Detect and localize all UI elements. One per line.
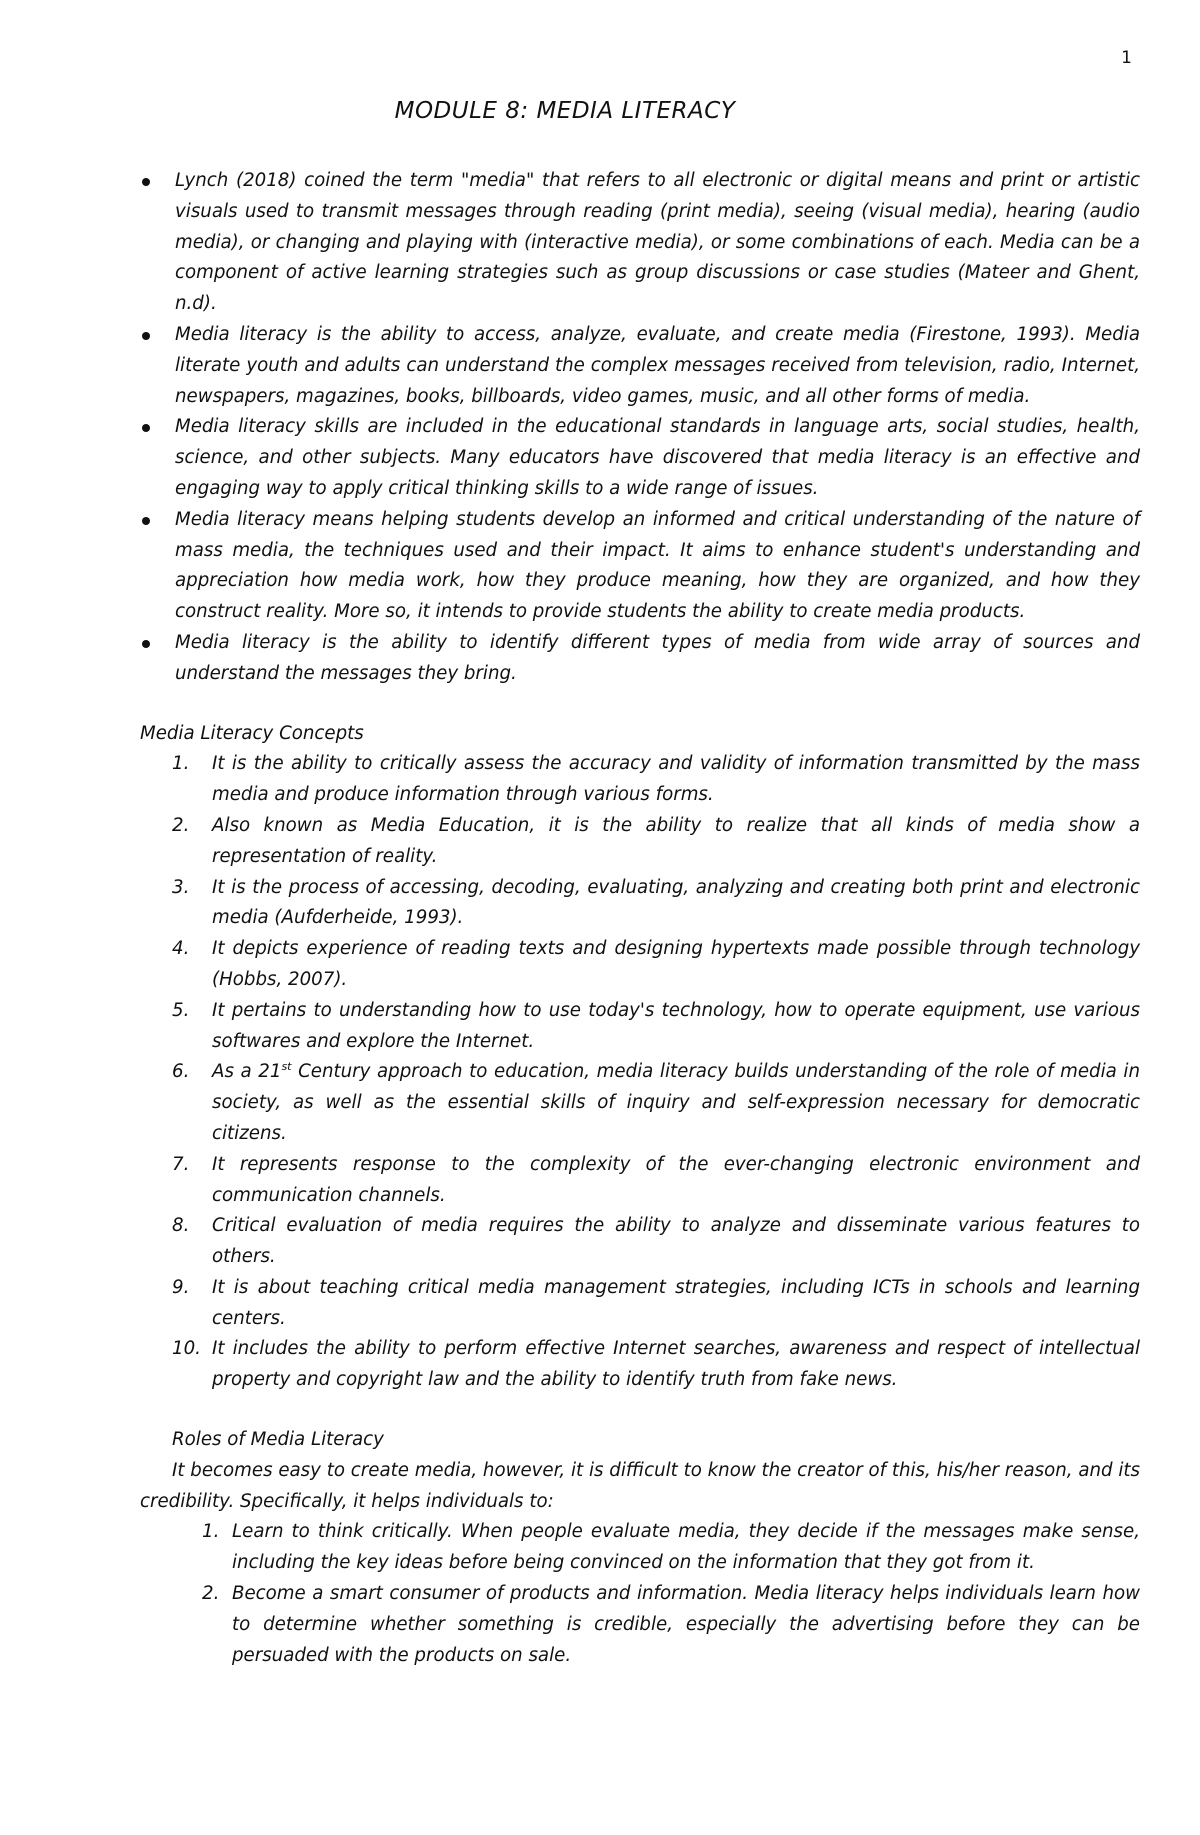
bullet-text: Media literacy is the ability to identify different types of media from wide array of sources and understand the messages they bring. xyxy=(175,631,1140,684)
role-item xyxy=(140,1517,1140,1579)
roles-heading: Roles of Media Literacy xyxy=(172,1429,384,1451)
bullet-text: Media literacy is the ability to access, analyze, evaluate, and create media (Firestone, 1993). Media literate youth and adults can understand the complex messages received from television, radio, Internet, newspapers, magazines, books, billboards, video games, music, and all other forms of media. xyxy=(175,323,1140,407)
concept-item xyxy=(140,1057,1140,1149)
bullet-text: Lynch (2018) coined the term "media" that refers to all electronic or digital means and print or artistic visuals used to transmit messages through reading (print media), seeing (visual media), hearing (audio media), or changing and playing with (interactive media), or some combinations of each. Media can be a component of active learning strategies such as group discussions or case studies (Mateer and Ghent, n.d). xyxy=(175,170,1140,315)
role-number: 1. xyxy=(202,1521,220,1543)
bullet-icon xyxy=(142,517,150,525)
page-number: 1 xyxy=(1121,48,1132,68)
concept-item xyxy=(140,1334,1140,1396)
concept-text: It is the ability to critically assess the accuracy and validity of information transmitted by the mass media and produce information through various forms. xyxy=(212,753,1140,806)
concept-number: 3. xyxy=(172,876,190,898)
bullet-text: Media literacy means helping students develop an informed and critical understanding of the nature of mass media, the techniques used and their impact. It aims to enhance student's understanding and appreciation how media work, how they produce meaning, how they are organized, and how they construct reality. More so, it intends to provide students the ability to create media products. xyxy=(175,508,1140,623)
concept-item xyxy=(140,1273,1140,1335)
ordinal-superscript: st xyxy=(281,1060,292,1074)
bullet-item xyxy=(140,628,1140,690)
concept-text: Critical evaluation of media requires the ability to analyze and disseminate various features to others. xyxy=(212,1215,1140,1268)
concept-number: 8. xyxy=(172,1215,190,1237)
concept-item xyxy=(140,996,1140,1058)
role-text: Learn to think critically. When people evaluate media, they decide if the messages make sense, including the key ideas before being convinced on the information that they got from it. xyxy=(232,1521,1140,1574)
concepts-heading: Media Literacy Concepts xyxy=(140,722,364,744)
concept-item xyxy=(140,749,1140,811)
bullet-icon xyxy=(142,424,150,432)
bullet-icon xyxy=(142,178,150,186)
concept-item xyxy=(140,811,1140,873)
role-text: Become a smart consumer of products and information. Media literacy helps individuals learn how to determine whether something is credible, especially the advertising before they can be persuaded with the products on sale. xyxy=(232,1583,1140,1666)
bullet-icon xyxy=(142,332,150,340)
concept-number: 6. xyxy=(172,1061,190,1083)
concept-text: It pertains to understanding how to use today's technology, how to operate equipment, use various softwares and explore the Internet. xyxy=(212,999,1140,1052)
concepts-list xyxy=(140,749,1140,1396)
concept-text: It represents response to the complexity of the ever-changing electronic environment and communication channels. xyxy=(212,1153,1140,1206)
concept-item xyxy=(140,873,1140,935)
concept-text: It depicts experience of reading texts and designing hypertexts made possible through technology (Hobbs, 2007). xyxy=(212,938,1140,990)
bullet-text: Media literacy skills are included in the educational standards in language arts, social studies, health, science, and other subjects. Many educators have discovered that media literacy is an effective and engaging way to apply critical thinking skills to a wide range of issues. xyxy=(175,416,1140,499)
bullet-item xyxy=(140,412,1140,504)
concept-number: 10. xyxy=(172,1338,201,1360)
concept-item xyxy=(140,934,1140,996)
bullet-icon xyxy=(142,640,150,648)
page-title: MODULE 8: MEDIA LITERACY xyxy=(394,98,736,124)
concept-number: 9. xyxy=(172,1276,190,1298)
concept-text-post: Century approach to education, media literacy builds understanding of the role of media in society, as well as the essential skills of inquiry and self-expression necessary for democratic citizens. xyxy=(212,1061,1140,1144)
concept-text-pre: As a 21 xyxy=(212,1061,282,1083)
concept-text: It is about teaching critical media management strategies, including ICTs in schools and learning centers. xyxy=(212,1276,1140,1329)
concept-number: 4. xyxy=(172,938,190,960)
roles-intro: It becomes easy to create media, however, it is difficult to know the creator of this, his/her reason, and its credibility. Specifically, it helps individuals to: xyxy=(140,1459,1140,1512)
intro-bullet-list xyxy=(140,166,1140,690)
concept-text: It includes the ability to perform effective Internet searches, awareness and respect of intellectual property and copyright law and the ability to identify truth from fake news. xyxy=(212,1338,1140,1391)
document-body xyxy=(140,166,1140,1671)
concept-number: 2. xyxy=(172,814,190,836)
role-item xyxy=(140,1579,1140,1671)
concept-text: Also known as Media Education, it is the ability to realize that all kinds of media show a representation of reality. xyxy=(212,814,1140,867)
bullet-item xyxy=(140,320,1140,412)
concept-item xyxy=(140,1211,1140,1273)
bullet-item xyxy=(140,505,1140,628)
concept-text: It is the process of accessing, decoding, evaluating, analyzing and creating both print and electronic media (Aufderheide, 1993). xyxy=(212,876,1140,929)
bullet-item xyxy=(140,166,1140,320)
concept-number: 5. xyxy=(172,999,190,1021)
concept-number: 1. xyxy=(172,753,190,775)
concept-item xyxy=(140,1150,1140,1212)
roles-list xyxy=(140,1517,1140,1671)
concept-number: 7. xyxy=(172,1153,190,1175)
role-number: 2. xyxy=(202,1583,220,1605)
